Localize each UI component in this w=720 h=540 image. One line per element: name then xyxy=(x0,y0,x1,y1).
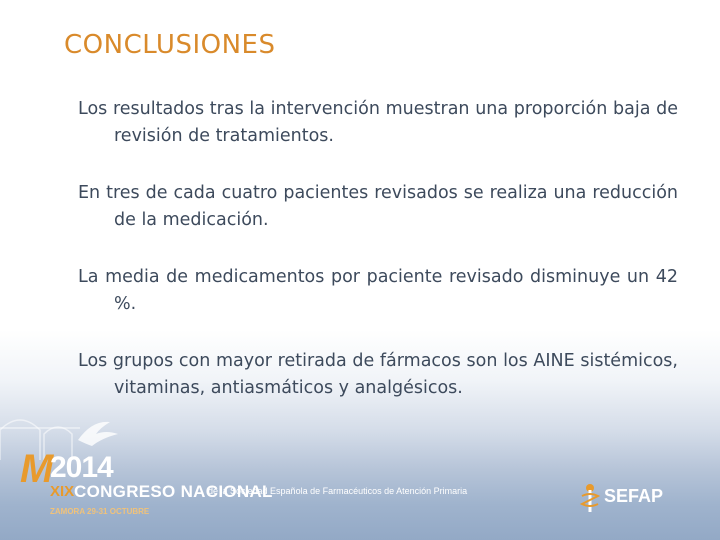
slide-title: CONCLUSIONES xyxy=(64,30,276,60)
slide-content xyxy=(78,96,678,432)
congress-number: XIX xyxy=(50,483,75,500)
congress-dates: ZAMORA 29-31 OCTUBRE xyxy=(50,507,150,516)
logo-m: M xyxy=(20,447,54,491)
logo-year: 2014 xyxy=(50,451,113,484)
caduceus-icon xyxy=(578,482,602,514)
conclusion-paragraph-2: En tres de cada cuatro pacientes revisados se realiza una reducción de la medicación. xyxy=(78,183,678,230)
congress-title: CONGRESO NACIONAL xyxy=(74,482,273,501)
bird-icon xyxy=(78,422,118,446)
conclusion-paragraph-1: Los resultados tras la intervención muestran una proporción baja de revisión de tratamientos. xyxy=(78,99,678,146)
sefap-logo xyxy=(578,480,698,525)
conclusion-paragraph-4: Los grupos con mayor retirada de fármacos son los AINE sistémicos, vitaminas, antiasmáticos y analgésicos. xyxy=(78,351,678,398)
conclusion-paragraph-3: La media de medicamentos por paciente revisado disminuye un 42 %. xyxy=(78,267,678,314)
sefap-name: SEFAP xyxy=(604,486,664,506)
congress-logo xyxy=(20,445,468,525)
congress-subtitle: de la Sociedad Española de Farmacéuticos de Atención Primaria xyxy=(208,486,468,496)
